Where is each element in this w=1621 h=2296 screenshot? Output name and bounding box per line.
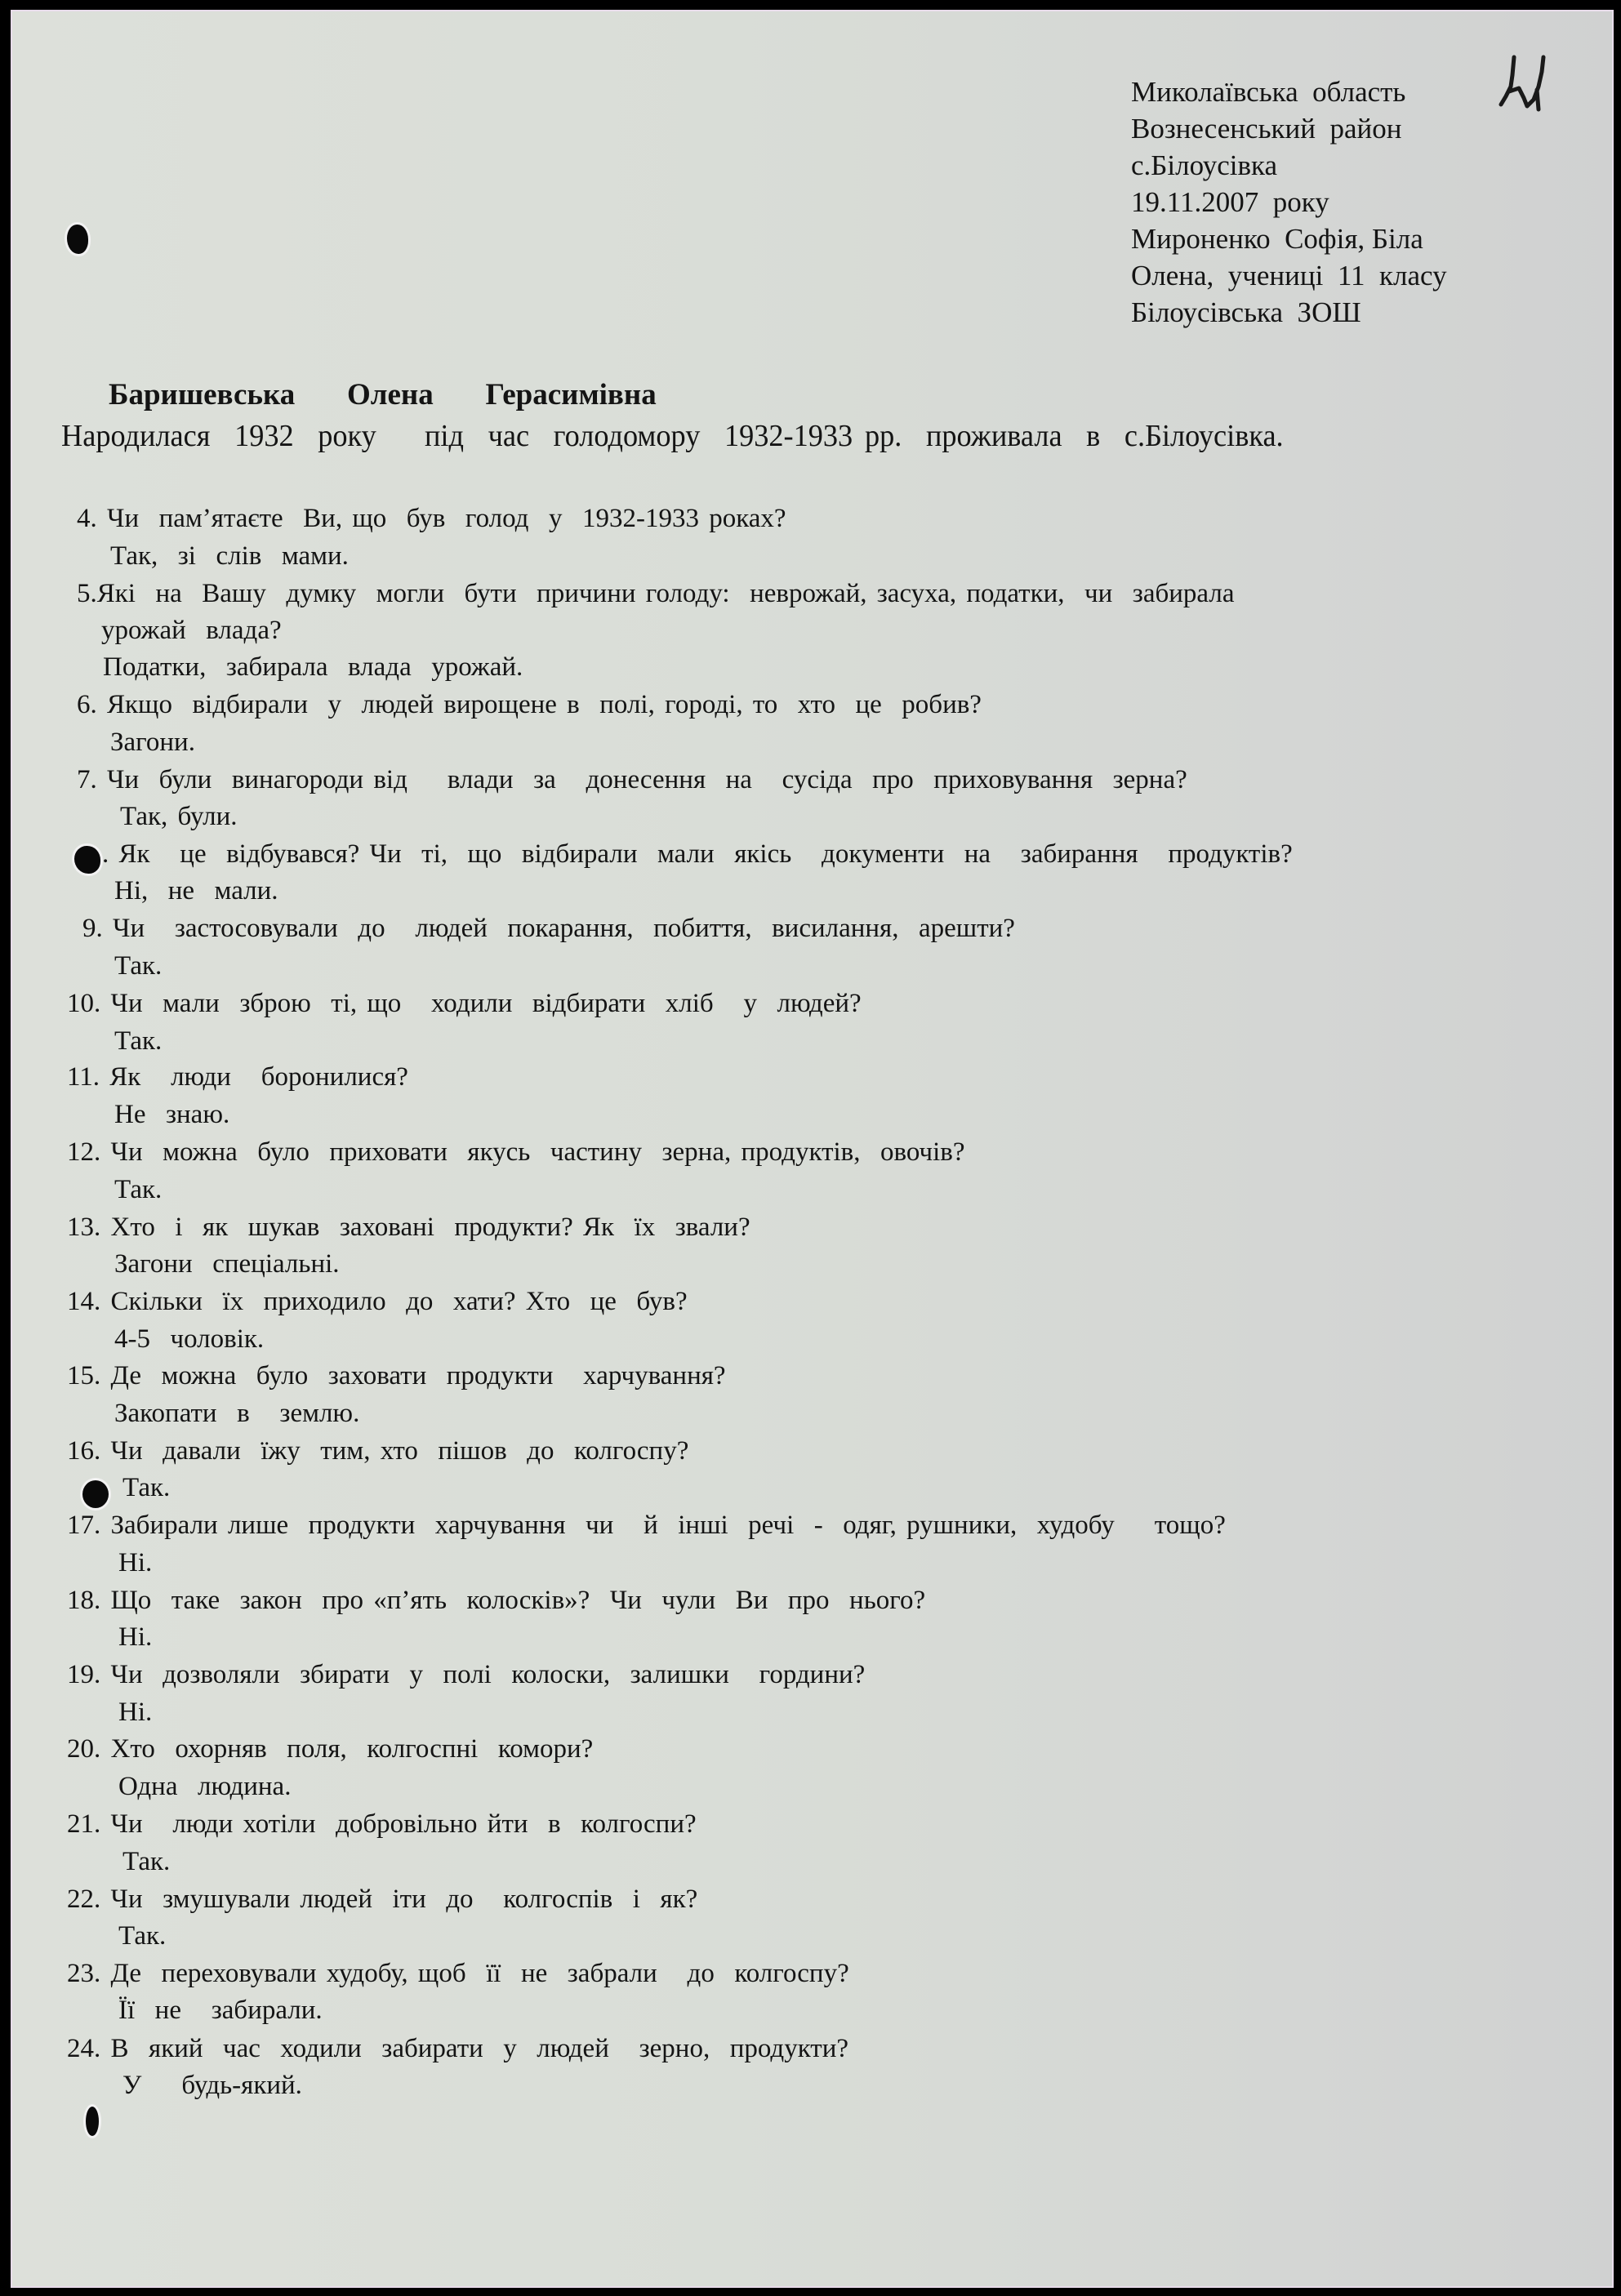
question-9: 9. Чи застосовували до людей покарання, побиття, висилання, арешти? (82, 914, 1015, 943)
answer-7: Так, були. (120, 802, 238, 831)
question-13: 13. Хто і як шукав заховані продукти? Як їх звали? (67, 1213, 750, 1242)
question-15: 15. Де можна було заховати продукти харчування? (67, 1361, 726, 1391)
header-village: с.Білоусівка (1131, 149, 1278, 181)
answer-9: Так. (114, 951, 163, 981)
answer-5: Податки, забирала влада урожай. (103, 652, 523, 682)
answer-13: Загони спеціальні. (114, 1249, 340, 1279)
answer-17: Ні. (118, 1548, 153, 1577)
question-19: 19. Чи дозволяли збирати у полі колоски, залишки гордини? (67, 1660, 866, 1689)
hole-punch-mark (74, 846, 100, 874)
answer-24: У будь-який. (122, 2071, 302, 2100)
question-20: 20. Хто охорняв поля, колгоспні комори? (67, 1734, 594, 1764)
question-6: 6. Якщо відбирали у людей вирощене в полі, городі, то хто це робив? (77, 690, 982, 719)
answer-21: Так. (122, 1847, 171, 1876)
header-interviewers-cont: Олена, учениці 11 класу (1131, 260, 1447, 291)
hole-punch-mark (82, 1480, 109, 1508)
header-interviewers: Мироненко Софія, Біла (1131, 223, 1423, 255)
answer-10: Так. (114, 1026, 163, 1056)
question-4: 4. Чи пам’ятаєте Ви, що був голод у 1932-1933 роках? (77, 504, 786, 533)
hole-punch-mark (86, 2107, 99, 2136)
question-8: . Як це відбувався? Чи ті, що відбирали мали якісь документи на забирання продуктів? (102, 839, 1293, 869)
answer-23: Її не забирали. (118, 1996, 323, 2025)
answer-18: Ні. (118, 1622, 153, 1652)
question-24: 24. В який час ходили забирати у людей зерно, продукти? (67, 2034, 849, 2063)
answer-11: Не знаю. (114, 1100, 230, 1129)
question-10: 10. Чи мали зброю ті, що ходили відбирати хліб у людей? (67, 989, 862, 1018)
answer-19: Ні. (118, 1698, 153, 1727)
answer-4: Так, зі слів мами. (110, 541, 349, 571)
question-22: 22. Чи змушували людей іти до колгоспів і як? (67, 1884, 698, 1914)
answer-22: Так. (118, 1921, 167, 1951)
question-5: 5.Які на Вашу думку могли бути причини голоду: неврожай, засуха, податки, чи забирала (77, 579, 1235, 608)
question-5-cont: урожай влада? (101, 616, 282, 645)
header-region: Миколаївська область (1131, 76, 1406, 108)
question-14: 14. Скільки їх приходило до хати? Хто це був? (67, 1287, 688, 1316)
answer-16: Так. (122, 1473, 171, 1502)
answer-12: Так. (114, 1175, 163, 1204)
answer-8: Ні, не мали. (114, 876, 278, 905)
hole-punch-mark (67, 225, 88, 254)
header-district: Вознесенський район (1131, 113, 1402, 145)
question-12: 12. Чи можна було приховати якусь частину зерна, продуктів, овочів? (67, 1137, 965, 1167)
header-date: 19.11.2007 року (1131, 186, 1329, 218)
answer-20: Одна людина. (118, 1772, 292, 1801)
answer-6: Загони. (110, 728, 195, 757)
respondent-name: Баришевська Олена Герасимівна (109, 378, 657, 412)
question-7: 7. Чи були винагороди від влади за донесення на сусіда про приховування зерна? (77, 765, 1187, 794)
question-11: 11. Як люди боронилися? (67, 1062, 408, 1092)
question-17: 17. Забирали лише продукти харчування чи й інші речі - одяг, рушники, худобу тощо? (67, 1511, 1226, 1540)
answer-15: Закопати в землю. (114, 1399, 360, 1428)
question-23: 23. Де переховували худобу, щоб її не забрали до колгоспу? (67, 1959, 849, 1988)
question-16: 16. Чи давали їжу тим, хто пішов до колгоспу? (67, 1436, 689, 1466)
header-school: Білоусівська ЗОШ (1131, 296, 1361, 328)
question-18: 18. Що таке закон про «п’ять колосків»? Чи чули Ви про нього? (67, 1586, 926, 1615)
handwritten-page-number-mark (1494, 51, 1552, 116)
answer-14: 4-5 чоловік. (114, 1324, 265, 1354)
respondent-intro: Народилася 1932 року під час голодомору 1932-1933 рр. проживала в с.Білоусівка. (61, 419, 1284, 453)
question-21: 21. Чи люди хотіли добровільно йти в колгоспи? (67, 1809, 697, 1839)
